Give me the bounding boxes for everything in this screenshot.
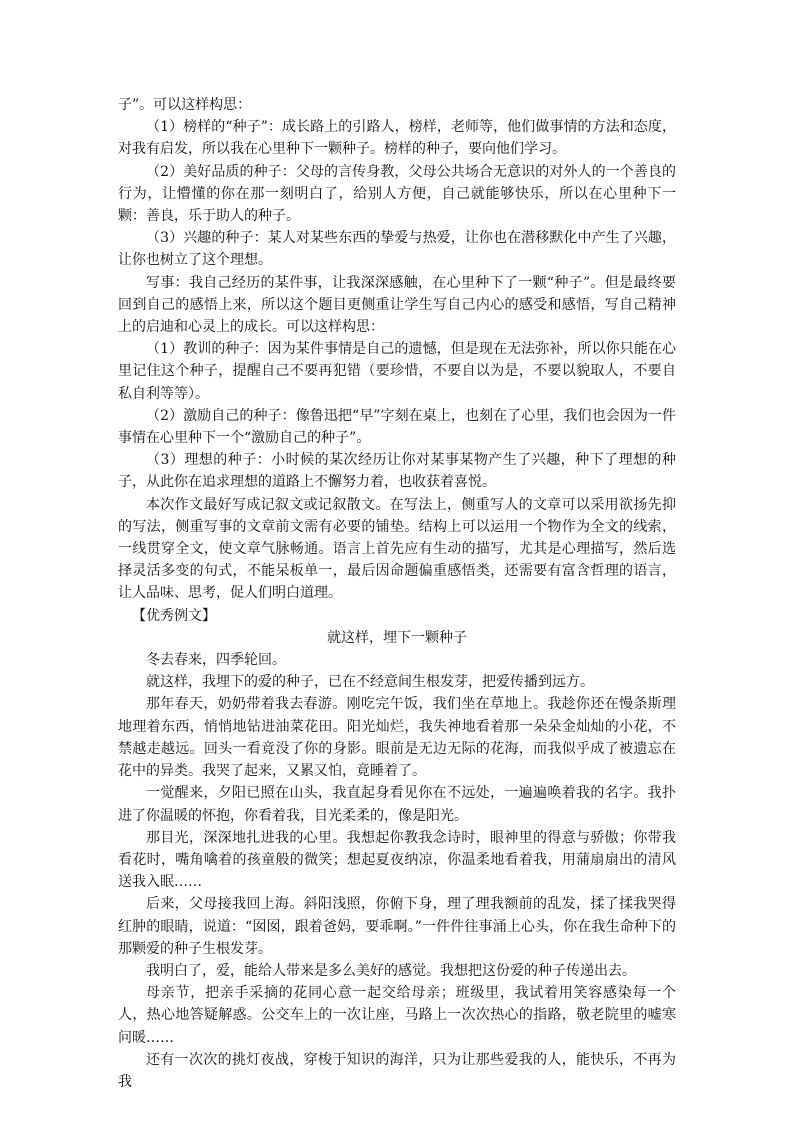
essay-paragraph: 后来，父母接我回上海。斜阳浅照，你俯下身，理了理我额前的乱发，揉了揉我哭得红肿的眼睛，说道：“囡囡，跟着爸妈，要乖啊。”一件件往事涌上心头，你在我生命种下的那颗爱的种子生根发芽。 <box>118 896 676 957</box>
paragraph-ideal-seed: （3）理想的种子：小时候的某次经历让你对某事某物产生了兴趣，种下了理想的种子，从此你在追求理想的道路上不懈努力着，也收获着喜悦。 <box>118 452 676 491</box>
essay-paragraph: 那年春天，奶奶带着我去春游。刚吃完午饭，我们坐在草地上。我趁你还在慢条斯理地理着东西，悄悄地钻进油菜花田。阳光灿烂，我失神地看着那一朵朵金灿灿的小花，不禁越走越远。回头一看竟没了你的身影。眼前是无边无际的花海，而我似乎成了被遗忘在花中的异类。我哭了起来，又累又怕，竟睡着了。 <box>118 696 676 780</box>
paragraph-good-quality-seed: （2）美好品质的种子：父母的言传身教，父母公共场合无意识的对外人的一个善良的行为，让懵懂的你在那一刻明白了，给别人方便，自己就能够快乐，所以在心里种下一颗：善良，乐于助人的种子。 <box>118 163 676 225</box>
essay-paragraph: 母亲节，把亲手采摘的花同心意一起交给母亲；班级里，我试着用笑容感染每一个人，热心地答疑解惑。公交车上的一次让座，马路上一次次热心的指路，敬老院里的嘘寒问暖…… <box>118 985 676 1046</box>
essay-paragraph: 那目光，深深地扎进我的心里。我想起你教我念诗时，眼神里的得意与骄傲；你带我看花时，嘴角噙着的孩童般的微笑；想起夏夜纳凉，你温柔地看着我，用蒲扇扇出的清风送我入眠…… <box>118 829 676 891</box>
paragraph-role-model-seed: （1）榜样的“种子”：成长路上的引路人，榜样，老师等，他们做事情的方法和态度，对我有启发，所以我在心里种下一颗种子。榜样的种子，要向他们学习。 <box>118 119 676 158</box>
paragraph-continuation: 子”。可以这样构思： <box>118 97 252 113</box>
paragraph-lesson-seed: （1）教训的种子：因为某件事情是自己的遗憾，但是现在无法弥补，所以你只能在心里记住这个种子，提醒自己不要再犯错（要珍惜，不要自以为是，不要以貌取人，不要自私自利等等）。 <box>118 341 676 402</box>
essay-paragraph: 一觉醒来，夕阳已照在山头，我直起身看见你在不远处，一遍遍唤着我的名字。我扑进了你温暖的怀抱，你看着我，目光柔柔的，像是阳光。 <box>118 785 676 824</box>
essay-paragraph: 冬去春来，四季轮回。 <box>146 652 286 669</box>
essay-paragraph: 还有一次次的挑灯夜战，穿梭于知识的海洋，只为让那些爱我的人，能快乐，不再为我 <box>118 1051 676 1090</box>
document-page <box>118 94 676 1093</box>
paragraph-writing-advice: 本次作文最好写成记叙文或记叙散文。在写法上，侧重写人的文章可以采用欲扬先抑的写法，侧重写事的文章前文需有必要的铺垫。结构上可以运用一个物作为全文的线索，一线贯穿全文，使文章气脉畅通。语言上首先应有生动的描写，尤其是心理描写，然后选择灵活多变的句式，不能呆板单一，最后因命题偏重感悟类，还需要有富含哲理的语言，让人品味、思考，促人们明白道理。 <box>118 496 676 602</box>
paragraph-write-event: 写事：我自己经历的某件事，让我深深感触，在心里种下了一颗“种子”。但是最终要回到自己的感悟上来，所以这个题目更侧重让学生写自己内心的感受和感悟，写自己精神上的启迪和心灵上的成长。可以这样构思： <box>118 274 676 336</box>
paragraph-interest-seed: （3）兴趣的种子：某人对某些东西的挚爱与热爱，让你也在潜移默化中产生了兴趣，让你也树立了这个理想。 <box>118 230 676 269</box>
essay-paragraph: 就这样，我埋下的爱的种子，已在不经意间生根发芽，把爱传播到远方。 <box>146 674 594 691</box>
paragraph-motivation-seed: （2）激励自己的种子：像鲁迅把“早”字刻在桌上，也刻在了心里，我们也会因为一件事情在心里种下一个“激励自己的种子”。 <box>118 407 676 447</box>
section-heading-example: 【优秀例文】 <box>132 607 216 624</box>
essay-paragraph: 我明白了，爱，能给人带来是多么美好的感觉。我想把这份爱的种子传递出去。 <box>146 962 636 979</box>
essay-title: 就这样，埋下一颗种子 <box>327 629 467 646</box>
